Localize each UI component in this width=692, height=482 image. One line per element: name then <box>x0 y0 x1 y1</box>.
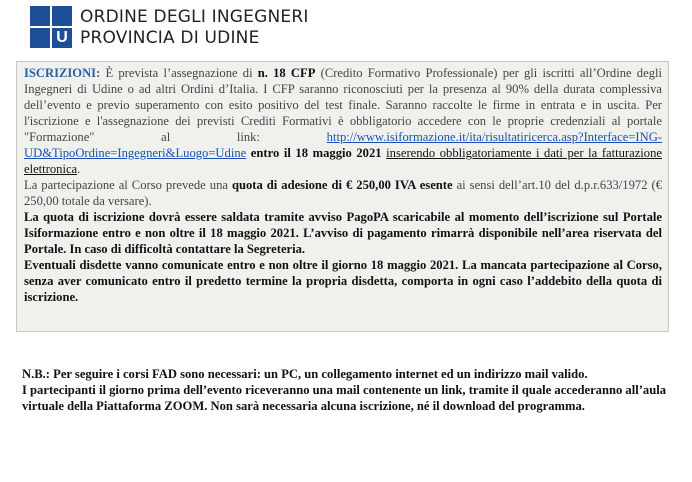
fee-text-a: La partecipazione al Corso prevede una <box>24 178 232 192</box>
cancellation-paragraph: Eventuali disdette vanno comunicate entro e non oltre il giorno 18 maggio 2021. La mancata partecipazione al Corso, senza aver comunicato entro il predetto termine la propria disdetta, comporta in ogni caso l’addebito della quota di iscrizione. <box>24 258 662 304</box>
notes-section <box>22 366 672 414</box>
org-line-1: ORDINE DEGLI INGEGNERI <box>80 7 309 27</box>
registration-paragraph <box>24 65 662 177</box>
registration-deadline: entro il 18 maggio 2021 <box>246 146 387 160</box>
org-line-2: PROVINCIA DI UDINE <box>80 28 260 48</box>
registration-link[interactable]: http://www.isiformazione.it/ita/risultatiricerca.asp?Interface=ING-UD&TipoOrdine=Ingegneri&Luogo=Udine <box>24 130 662 160</box>
logo-letter: U <box>56 29 68 46</box>
payment-paragraph: La quota di iscrizione dovrà essere saldata tramite avviso PagoPA scaricabile al momento dell’iscrizione sul Portale Isiformazione entro e non oltre il 18 maggio 2021. L’avviso di pagamento rimarrà disponibile nell’area riservata del Portale. In caso di difficoltà contattare la Segreteria. <box>24 210 662 256</box>
logo-square <box>30 6 50 26</box>
cfp-count: n. 18 CFP <box>257 66 316 80</box>
invoice-note: inserendo obbligatoriamente i dati per la fatturazione elettronica <box>24 146 662 176</box>
logo-square <box>52 6 72 26</box>
period: . <box>77 162 81 176</box>
iscrizioni-label: ISCRIZIONI: <box>24 66 101 80</box>
fee-amount: quota di adesione di € 250,00 IVA esente <box>231 178 453 192</box>
organization-name <box>80 7 309 49</box>
nb-zoom-info: I partecipanti il giorno prima dell’evento riceveranno una mail contenente un link, tramite il quale accederanno all’aula virtuale della Piattaforma ZOOM. Non sarà necessaria alcuna iscrizione, né il download del programma. <box>22 383 666 413</box>
registration-text-a: È prevista l’assegnazione di <box>100 66 258 80</box>
fee-paragraph <box>24 177 662 209</box>
iscrizioni-box <box>16 61 669 332</box>
nb-requirements: N.B.: Per seguire i corsi FAD sono necessari: un PC, un collegamento internet ed un indirizzo mail valido. <box>22 367 588 381</box>
fee-text-b: ai sensi dell’art.10 del d.p.r.633/1972 (€ 250,00 totale da versare). <box>24 178 662 208</box>
logo-square-letter <box>52 28 72 48</box>
ordine-ingegneri-logo <box>30 6 72 48</box>
registration-text-b: (Credito Formativo Professionale) per gli iscritti all’Ordine degli Ingegneri di Udine o ad altri Ordini d’Italia. I CFP saranno riconosciuti per la presenza al 90% della durata complessiva dell’evento e previo superamento con esito positivo del test finale. Saranno raccolte le firme in entrata e in uscita. Per l'iscrizione e l'assegnazione dei previsti Crediti Formativi è obbligatorio accedere con le proprie credenziali al portale "Formazione" al link: <box>24 66 662 144</box>
logo-square <box>30 28 50 48</box>
